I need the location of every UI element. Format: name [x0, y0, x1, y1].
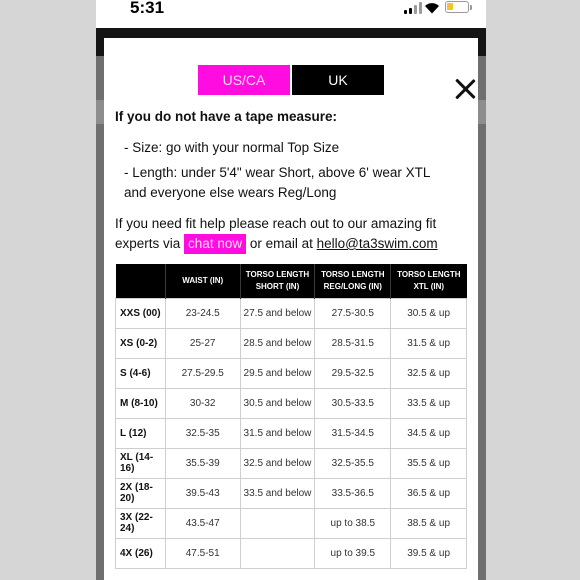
table-cell: 30.5-33.5 — [315, 388, 391, 418]
table-cell: 29.5 and below — [240, 358, 315, 388]
table-cell: 39.5 & up — [391, 538, 467, 568]
table-cell: 27.5 and below — [240, 298, 315, 328]
table-row — [116, 358, 467, 388]
wifi-icon — [424, 1, 440, 14]
table-cell: 27.5-29.5 — [165, 358, 240, 388]
table-cell: 28.5 and below — [240, 328, 315, 358]
table-cell: 38.5 & up — [391, 508, 467, 538]
table-cell: 34.5 & up — [391, 418, 467, 448]
table-cell: 30.5 & up — [391, 298, 467, 328]
close-icon[interactable] — [454, 78, 476, 100]
table-row — [116, 508, 467, 538]
table-row — [116, 298, 467, 328]
chat-now-button[interactable]: chat now — [184, 234, 246, 254]
table-cell: 32.5-35.5 — [315, 448, 391, 478]
email-link[interactable]: hello@ta3swim.com — [316, 236, 438, 251]
size-cell: 4X (26) — [116, 538, 166, 568]
fit-help-intro: If you need fit help please reach out to our amazing fit experts via — [115, 216, 437, 251]
status-time: 5:31 — [130, 0, 165, 17]
size-cell: S (4-6) — [116, 358, 166, 388]
table-cell: 43.5-47 — [165, 508, 240, 538]
size-cell: L (12) — [116, 418, 166, 448]
table-header-row — [116, 264, 467, 298]
table-cell: 33.5 and below — [240, 478, 315, 508]
size-cell: XL (14-16) — [116, 448, 166, 478]
table-cell: 30-32 — [165, 388, 240, 418]
column-header: TORSO LENGTH XTL (IN) — [391, 264, 467, 298]
column-header — [116, 264, 166, 298]
phone-screen — [96, 0, 486, 580]
battery-icon — [445, 1, 469, 13]
fit-help-text — [115, 214, 465, 254]
table-cell: 35.5 & up — [391, 448, 467, 478]
size-chart-body — [116, 298, 467, 568]
table-cell: 32.5 and below — [240, 448, 315, 478]
table-cell — [240, 538, 315, 568]
table-row — [116, 388, 467, 418]
column-header: WAIST (IN) — [165, 264, 240, 298]
cellular-signal-icon — [404, 2, 422, 14]
column-header: TORSO LENGTH REG/LONG (IN) — [315, 264, 391, 298]
email-prefix: or email at — [249, 236, 313, 251]
table-cell: 31.5 & up — [391, 328, 467, 358]
table-row — [116, 478, 467, 508]
tape-measure-heading: If you do not have a tape measure: — [115, 109, 338, 124]
size-cell: M (8-10) — [116, 388, 166, 418]
table-cell: up to 38.5 — [315, 508, 391, 538]
table-cell: 32.5-35 — [165, 418, 240, 448]
size-cell: 3X (22-24) — [116, 508, 166, 538]
table-row — [116, 328, 467, 358]
table-cell: 35.5-39 — [165, 448, 240, 478]
tab-uk[interactable]: UK — [292, 65, 384, 95]
table-cell: 27.5-30.5 — [315, 298, 391, 328]
battery-tip — [470, 5, 472, 10]
background-left — [0, 0, 96, 580]
status-bar — [96, 0, 486, 28]
table-row — [116, 448, 467, 478]
table-cell: 47.5-51 — [165, 538, 240, 568]
background-right — [486, 0, 580, 580]
table-cell: 25-27 — [165, 328, 240, 358]
table-cell: 32.5 & up — [391, 358, 467, 388]
size-guide-modal — [104, 38, 478, 580]
table-cell: 29.5-32.5 — [315, 358, 391, 388]
length-tip: - Length: under 5'4" wear Short, above 6' wear XTL and everyone else wears Reg/Long — [124, 165, 430, 200]
table-row — [116, 538, 467, 568]
table-cell: 36.5 & up — [391, 478, 467, 508]
column-header: TORSO LENGTH SHORT (IN) — [240, 264, 315, 298]
battery-level — [447, 3, 453, 10]
tab-us-ca[interactable]: US/CA — [198, 65, 290, 95]
table-cell: 31.5-34.5 — [315, 418, 391, 448]
table-row — [116, 418, 467, 448]
size-tip: - Size: go with your normal Top Size — [124, 140, 340, 155]
table-cell — [240, 508, 315, 538]
table-cell: 33.5 & up — [391, 388, 467, 418]
size-cell: XXS (00) — [116, 298, 166, 328]
table-cell: 23-24.5 — [165, 298, 240, 328]
table-cell: 30.5 and below — [240, 388, 315, 418]
table-cell: 39.5-43 — [165, 478, 240, 508]
size-cell: XS (0-2) — [116, 328, 166, 358]
table-cell: 31.5 and below — [240, 418, 315, 448]
size-cell: 2X (18-20) — [116, 478, 166, 508]
size-chart-table — [115, 264, 467, 569]
table-cell: 33.5-36.5 — [315, 478, 391, 508]
table-cell: up to 39.5 — [315, 538, 391, 568]
table-cell: 28.5-31.5 — [315, 328, 391, 358]
